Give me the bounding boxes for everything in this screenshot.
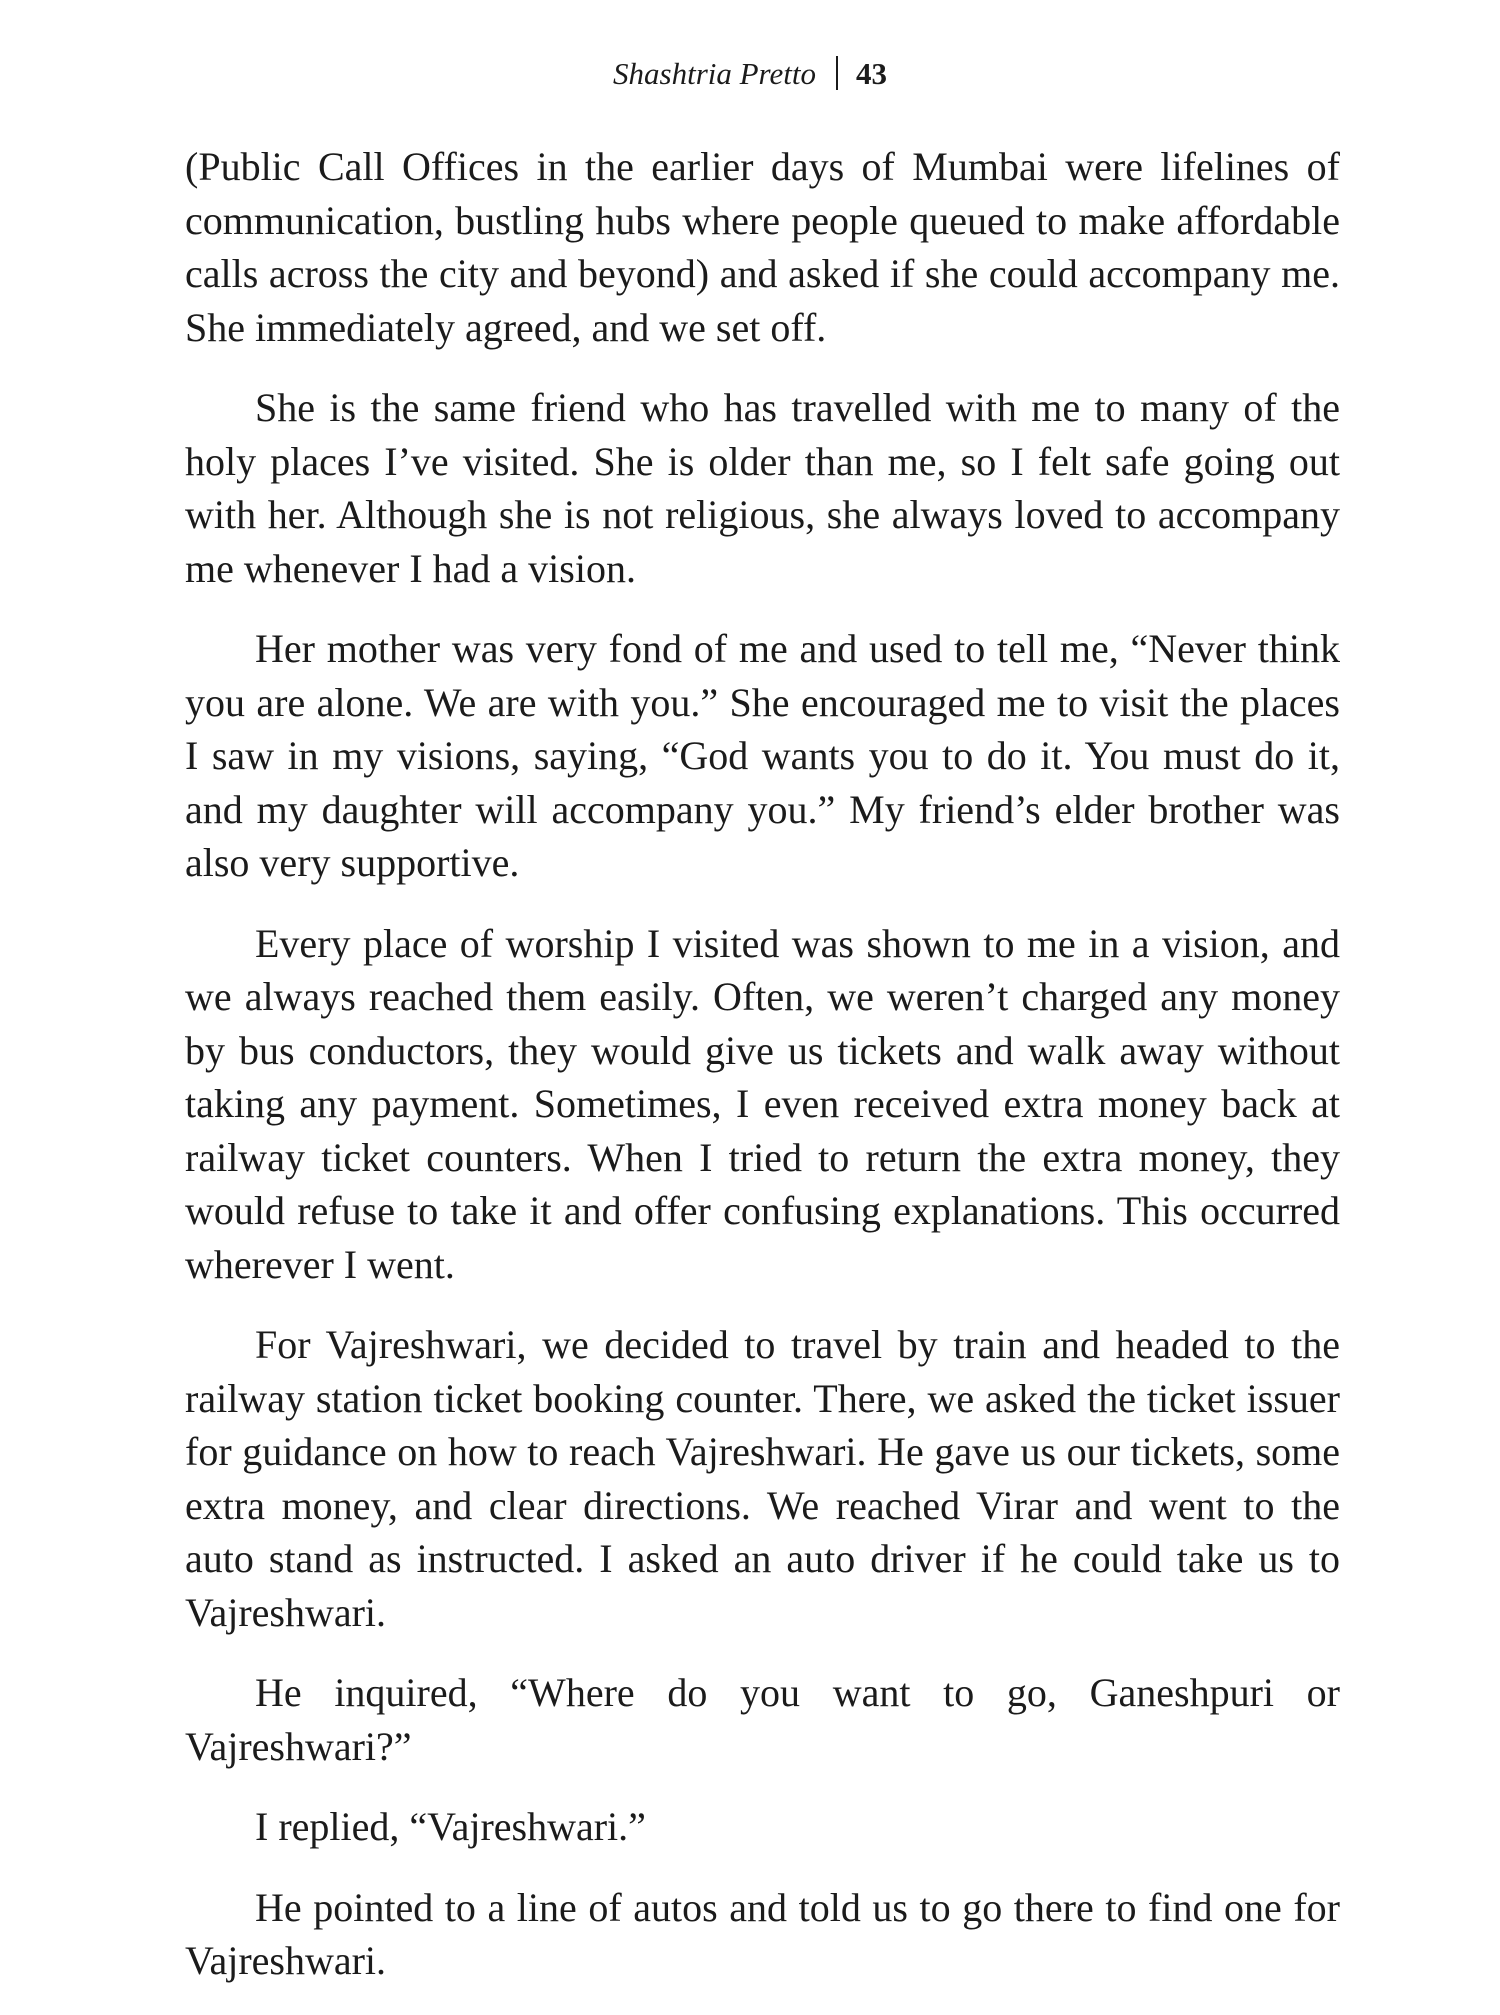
- paragraph-4: Every place of worship I visited was shown to me in a vision, and we always reached them easily. Often, we weren’t charged any money by bus conductors, they would give us tickets and walk away without taking any payment. Sometimes, I even received extra money back at railway ticket counters. When I tried to return the extra money, they would refuse to take it and offer confusing explanations. This occurred wherever I went.: [185, 920, 1340, 1287]
- paragraph-8: He pointed to a line of autos and told us to go there to find one for Vajreshwari.: [185, 1884, 1340, 1983]
- running-header: [0, 54, 1500, 94]
- paragraph-5: For Vajreshwari, we decided to travel by train and headed to the railway station ticket booking counter. There, we asked the ticket issuer for guidance on how to reach Vajreshwari. He gave us our tickets, some extra money, and clear directions. We reached Virar and went to the auto stand as instructed. I asked an auto driver if he could take us to Vajreshwari.: [185, 1322, 1340, 1635]
- paragraph-6: He inquired, “Where do you want to go, Ganeshpuri or Vajreshwari?”: [185, 1670, 1340, 1769]
- paragraph-7: I replied, “Vajreshwari.”: [255, 1804, 646, 1849]
- header-divider: [836, 56, 838, 90]
- paragraph-1: (Public Call Offices in the earlier days of Mumbai were lifelines of communication, bustling hubs where people queued to make affordable calls across the city and beyond) and asked if she could accompany me. She immediately agreed, and we set off.: [185, 144, 1340, 350]
- body-text: [185, 140, 1340, 2015]
- paragraph-2: She is the same friend who has travelled with me to many of the holy places I’ve visited. She is older than me, so I felt safe going out with her. Although she is not religious, she always loved to accompany me whenever I had a vision.: [185, 385, 1340, 591]
- paragraph-3: Her mother was very fond of me and used to tell me, “Never think you are alone. We are with you.” She encouraged me to visit the places I saw in my visions, saying, “God wants you to do it. You must do it, and my daughter will accompany you.” My friend’s elder brother was also very supportive.: [185, 626, 1340, 885]
- book-title: Shashtria Pretto: [613, 56, 816, 91]
- page-number: 43: [855, 56, 887, 91]
